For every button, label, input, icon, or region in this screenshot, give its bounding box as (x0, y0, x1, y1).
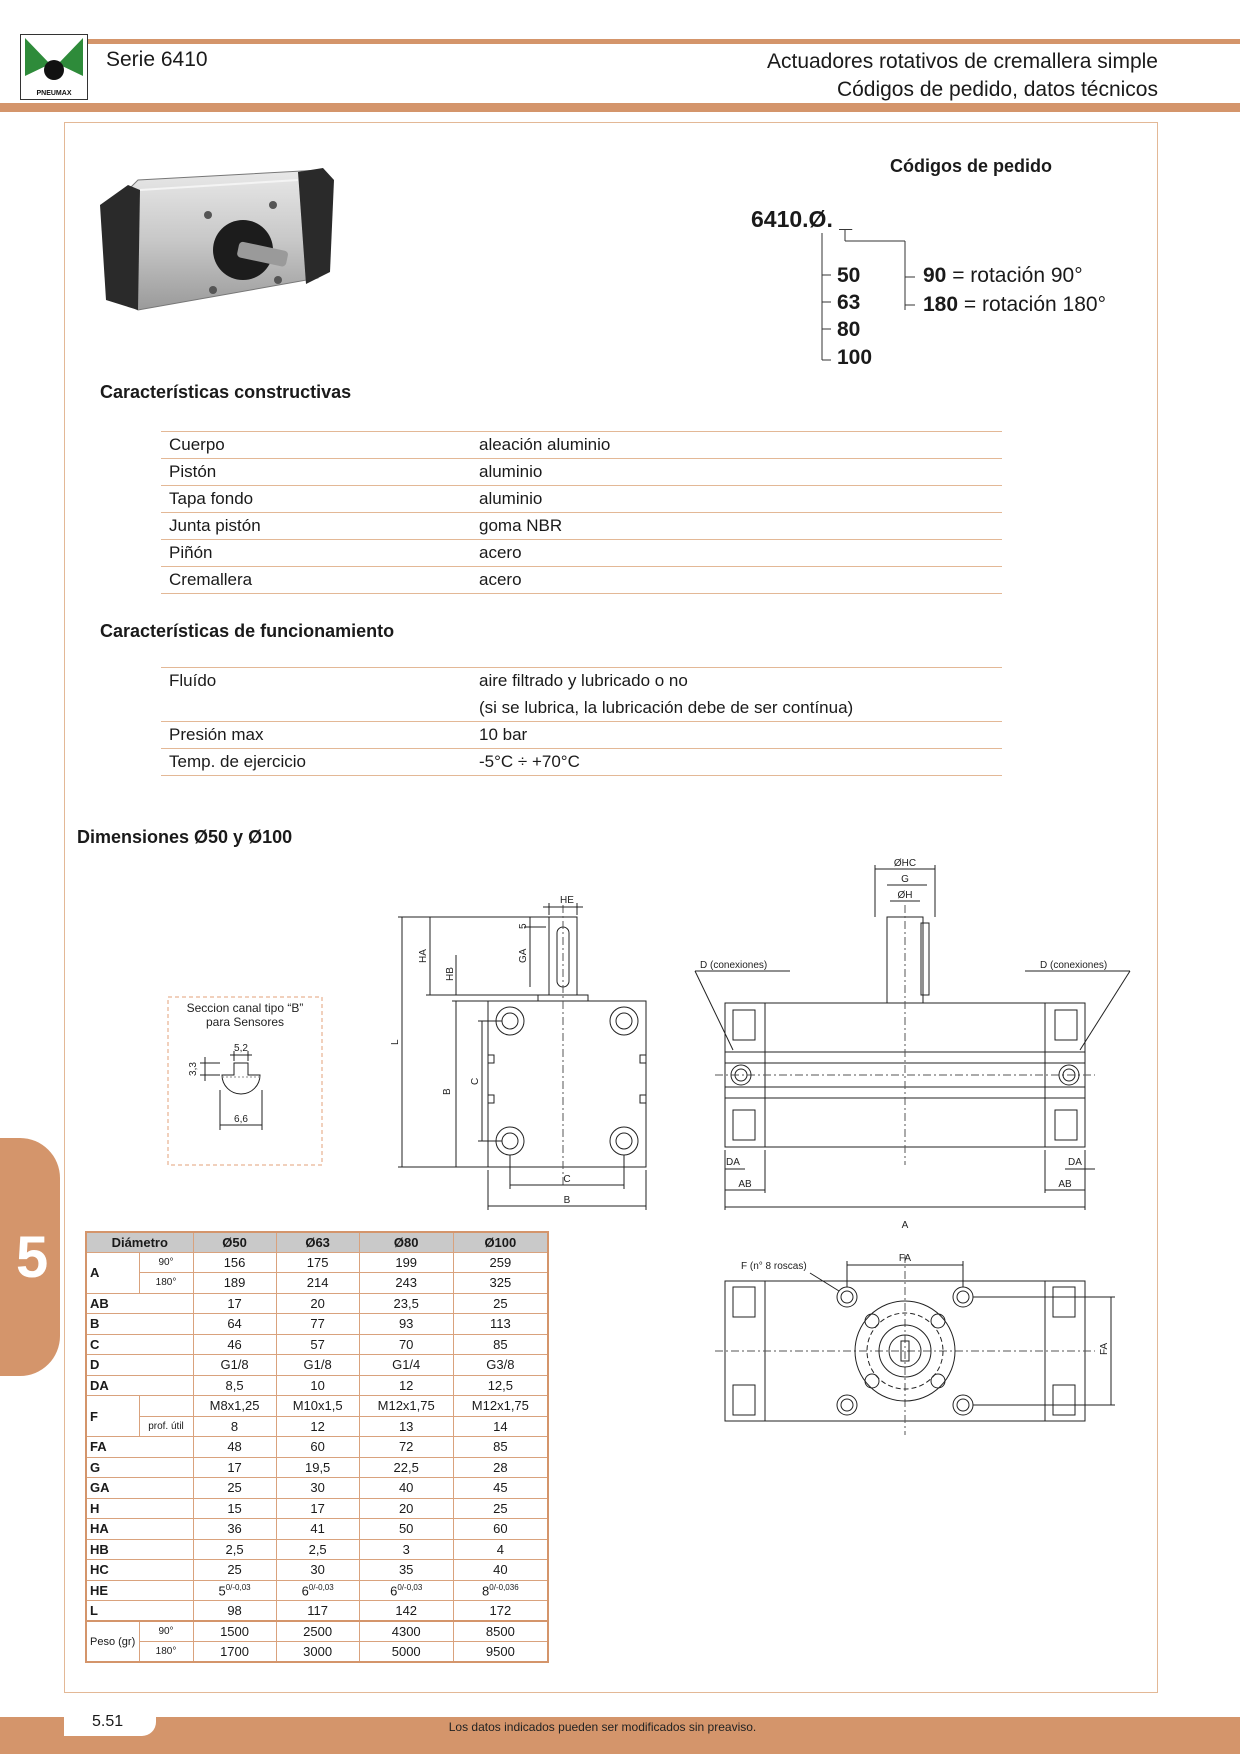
codes-title: Códigos de pedido (890, 156, 1052, 176)
dim-c-horizontal: C (563, 1174, 571, 1185)
dimension-drawings (150, 845, 1160, 1245)
table-row: 180° 189 214 243 325 (86, 1273, 548, 1294)
header-top-bar (22, 39, 1240, 44)
table-row: Cremallera acero (161, 567, 1002, 594)
page-title-line1: Actuadores rotativos de cremallera simple (766, 50, 1158, 73)
sensor-dim-height: 3,3 (188, 1062, 199, 1076)
series-label: Serie 6410 (106, 48, 208, 71)
order-code: 6410.Ø. _ (751, 206, 853, 232)
table-row: 180° 1700 3000 5000 9500 (86, 1642, 548, 1663)
table-row: FA 48 60 72 85 (86, 1437, 548, 1458)
code-diameter-50: 50 (837, 264, 861, 287)
dim-g: G (901, 874, 909, 885)
dim-fa-horizontal: FA (898, 1253, 912, 1264)
page-title-line2: Códigos de pedido, datos técnicos (836, 78, 1158, 101)
table-row: Junta pistón goma NBR (161, 513, 1002, 540)
sensor-dim-top: 5,2 (234, 1043, 248, 1054)
table-row: prof. útil 8 12 13 14 (86, 1416, 548, 1437)
dim-fa-vertical: FA (1099, 1342, 1110, 1355)
table-row: Fluído aire filtrado y lubricado o no (161, 668, 1002, 695)
table-row: Temp. de ejercicio -5°C ÷ +70°C (161, 749, 1002, 776)
sensor-dim-bottom: 6,6 (234, 1114, 248, 1125)
table-row: A 90° 156 175 199 259 (86, 1252, 548, 1273)
sensor-title-1: Seccion canal tipo “B” (186, 1001, 304, 1015)
dim-d-right: D (conexiones) (1040, 960, 1108, 971)
code-diameter-63: 63 (837, 291, 861, 314)
header-bottom-bar (0, 103, 1240, 112)
dim-ab-left: AB (738, 1179, 752, 1190)
table-row: DA 8,5 10 12 12,5 (86, 1375, 548, 1396)
table-row: G 17 19,5 22,5 28 (86, 1457, 548, 1478)
dim-hb: HB (445, 967, 456, 981)
constructive-title: Características constructivas (100, 382, 352, 402)
table-row: GA 25 30 40 45 (86, 1478, 548, 1499)
table-row: Presión max 10 bar (161, 722, 1002, 749)
code-rotation-180: 180 = rotación 180° (923, 293, 1106, 316)
dim-he: HE (560, 895, 574, 906)
dim-ha: HA (418, 949, 429, 963)
page-title (767, 48, 1158, 104)
dim-f: F (n° 8 roscas) (741, 1261, 807, 1272)
dim-h: ØH (897, 890, 913, 901)
dim-da-right: DA (1068, 1157, 1082, 1168)
dim-b: B (442, 1088, 453, 1095)
dim-ga: GA (518, 948, 529, 963)
dim-a: A (901, 1220, 909, 1231)
dim-c-vertical: C (470, 1077, 481, 1085)
table-row: Piñón acero (161, 540, 1002, 567)
dim-5: 5 (518, 923, 529, 929)
table-row: Tapa fondo aluminio (161, 486, 1002, 513)
table-row: HB 2,5 2,5 3 4 (86, 1539, 548, 1560)
table-row: (si se lubrica, la lubricación debe de ser contínua) (161, 695, 1002, 722)
sensor-title-2: para Sensores (205, 1015, 285, 1029)
dim-d-left: D (conexiones) (700, 960, 768, 971)
table-row: HA 36 41 50 60 (86, 1519, 548, 1540)
constructive-table (161, 431, 1002, 594)
table-row: Pistón aluminio (161, 459, 1002, 486)
table-row: HE $5^{0/-0,03}$ $6^{0/-0,03}$ $6^{0/-0,03}$ $8^{0/-0,036}$ (86, 1580, 548, 1601)
dim-da-left: DA (726, 1157, 740, 1168)
pneumax-logo (20, 34, 88, 100)
code-diameter-80: 80 (837, 318, 861, 341)
table-row: Peso (gr) 90° 1500 2500 4300 8500 (86, 1621, 548, 1642)
table-row: H 15 17 20 25 (86, 1498, 548, 1519)
table-row: F M8x1,25 M10x1,5 M12x1,75 M12x1,75 (86, 1396, 548, 1417)
table-row: HC 25 30 35 40 (86, 1560, 548, 1581)
actuator-photo (98, 160, 348, 325)
table-header-row: Diámetro Ø50 Ø63 Ø80 Ø100 (86, 1232, 548, 1252)
code-diameter-100: 100 (837, 346, 873, 369)
chapter-number: 5 (16, 1225, 49, 1290)
operating-table (161, 667, 1002, 776)
table-row: C 46 57 70 85 (86, 1334, 548, 1355)
logo-text: PNEUMAX (36, 90, 72, 97)
table-row: AB 17 20 23,5 25 (86, 1293, 548, 1314)
page-number: 5.51 (92, 1713, 124, 1730)
footer-disclaimer: Los datos indicados pueden ser modificados sin preaviso. (448, 1720, 757, 1734)
dimensions-table (85, 1231, 549, 1663)
dim-hc: ØHC (893, 858, 917, 869)
operating-title: Características de funcionamiento (100, 621, 395, 641)
dim-ab-right: AB (1058, 1179, 1072, 1190)
table-row: Cuerpo aleación aluminio (161, 432, 1002, 459)
bottom-view-drawing (715, 1245, 1135, 1445)
dim-l: L (390, 1039, 401, 1045)
table-row: B 64 77 93 113 (86, 1314, 548, 1335)
table-row: L 98 117 142 172 (86, 1601, 548, 1622)
table-row: D G1/8 G1/8 G1/4 G3/8 (86, 1355, 548, 1376)
code-rotation-90: 90 = rotación 90° (923, 264, 1083, 287)
dim-b-horizontal: B (563, 1195, 571, 1206)
dimensions-title: Dimensiones Ø50 y Ø100 (77, 827, 293, 847)
